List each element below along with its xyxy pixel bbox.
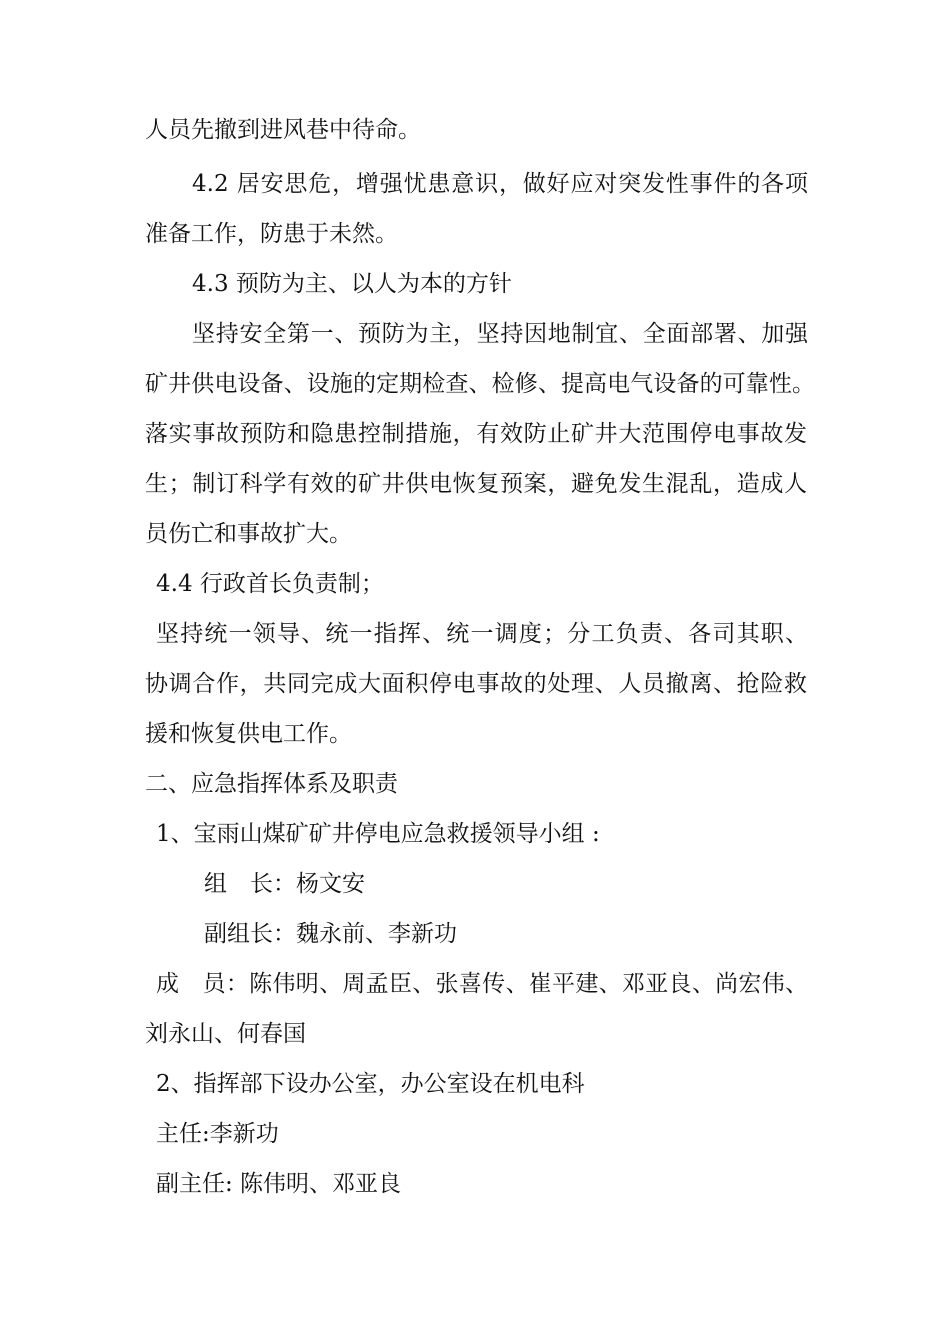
- text-line: 协调合作，共同完成大面积停电事故的处理、人员撤离、抢险救: [145, 671, 807, 697]
- text-line: 组 长：杨文安: [204, 871, 365, 897]
- text-line: 成 员：陈伟明、周孟臣、张喜传、崔平建、邓亚良、尚宏伟、: [156, 971, 808, 997]
- text-line: 援和恢复供电工作。: [145, 721, 352, 747]
- text-line: 矿井供电设备、设施的定期检查、检修、提高电气设备的可靠性。: [145, 371, 815, 397]
- text-line: 4.4 行政首长负责制；: [156, 571, 384, 597]
- text-line: 落实事故预防和隐患控制措施，有效防止矿井大范围停电事故发: [145, 421, 807, 447]
- text-line: 副组长：魏永前、李新功: [204, 921, 457, 947]
- text-line: 坚持统一领导、统一指挥、统一调度；分工负责、各司其职、: [156, 621, 808, 647]
- text-line: 刘永山、何春国: [145, 1021, 306, 1047]
- text-line: 1、宝雨山煤矿矿井停电应急救援领导小组 :: [156, 821, 600, 847]
- text-line: 员伤亡和事故扩大。: [145, 521, 352, 547]
- text-line: 2、指挥部下设办公室，办公室设在机电科: [156, 1071, 585, 1097]
- text-line: 坚持安全第一、预防为主，坚持因地制宜、全面部署、加强: [192, 321, 808, 347]
- text-line: 主任:李新功: [156, 1121, 279, 1147]
- text-line: 4.3 预防为主、以人为本的方针: [192, 271, 512, 297]
- text-line: 准备工作，防患于未然。: [145, 221, 398, 247]
- section-heading: 二、应急指挥体系及职责: [145, 771, 398, 797]
- text-line: 4.2 居安思危，增强忧患意识，做好应对突发性事件的各项: [192, 171, 808, 197]
- text-line: 生；制订科学有效的矿井供电恢复预案，避免发生混乱，造成人: [145, 471, 807, 497]
- text-line: 副主任: 陈伟明、邓亚良: [156, 1171, 402, 1197]
- text-line: 人员先撤到进风巷中待命。: [145, 117, 421, 143]
